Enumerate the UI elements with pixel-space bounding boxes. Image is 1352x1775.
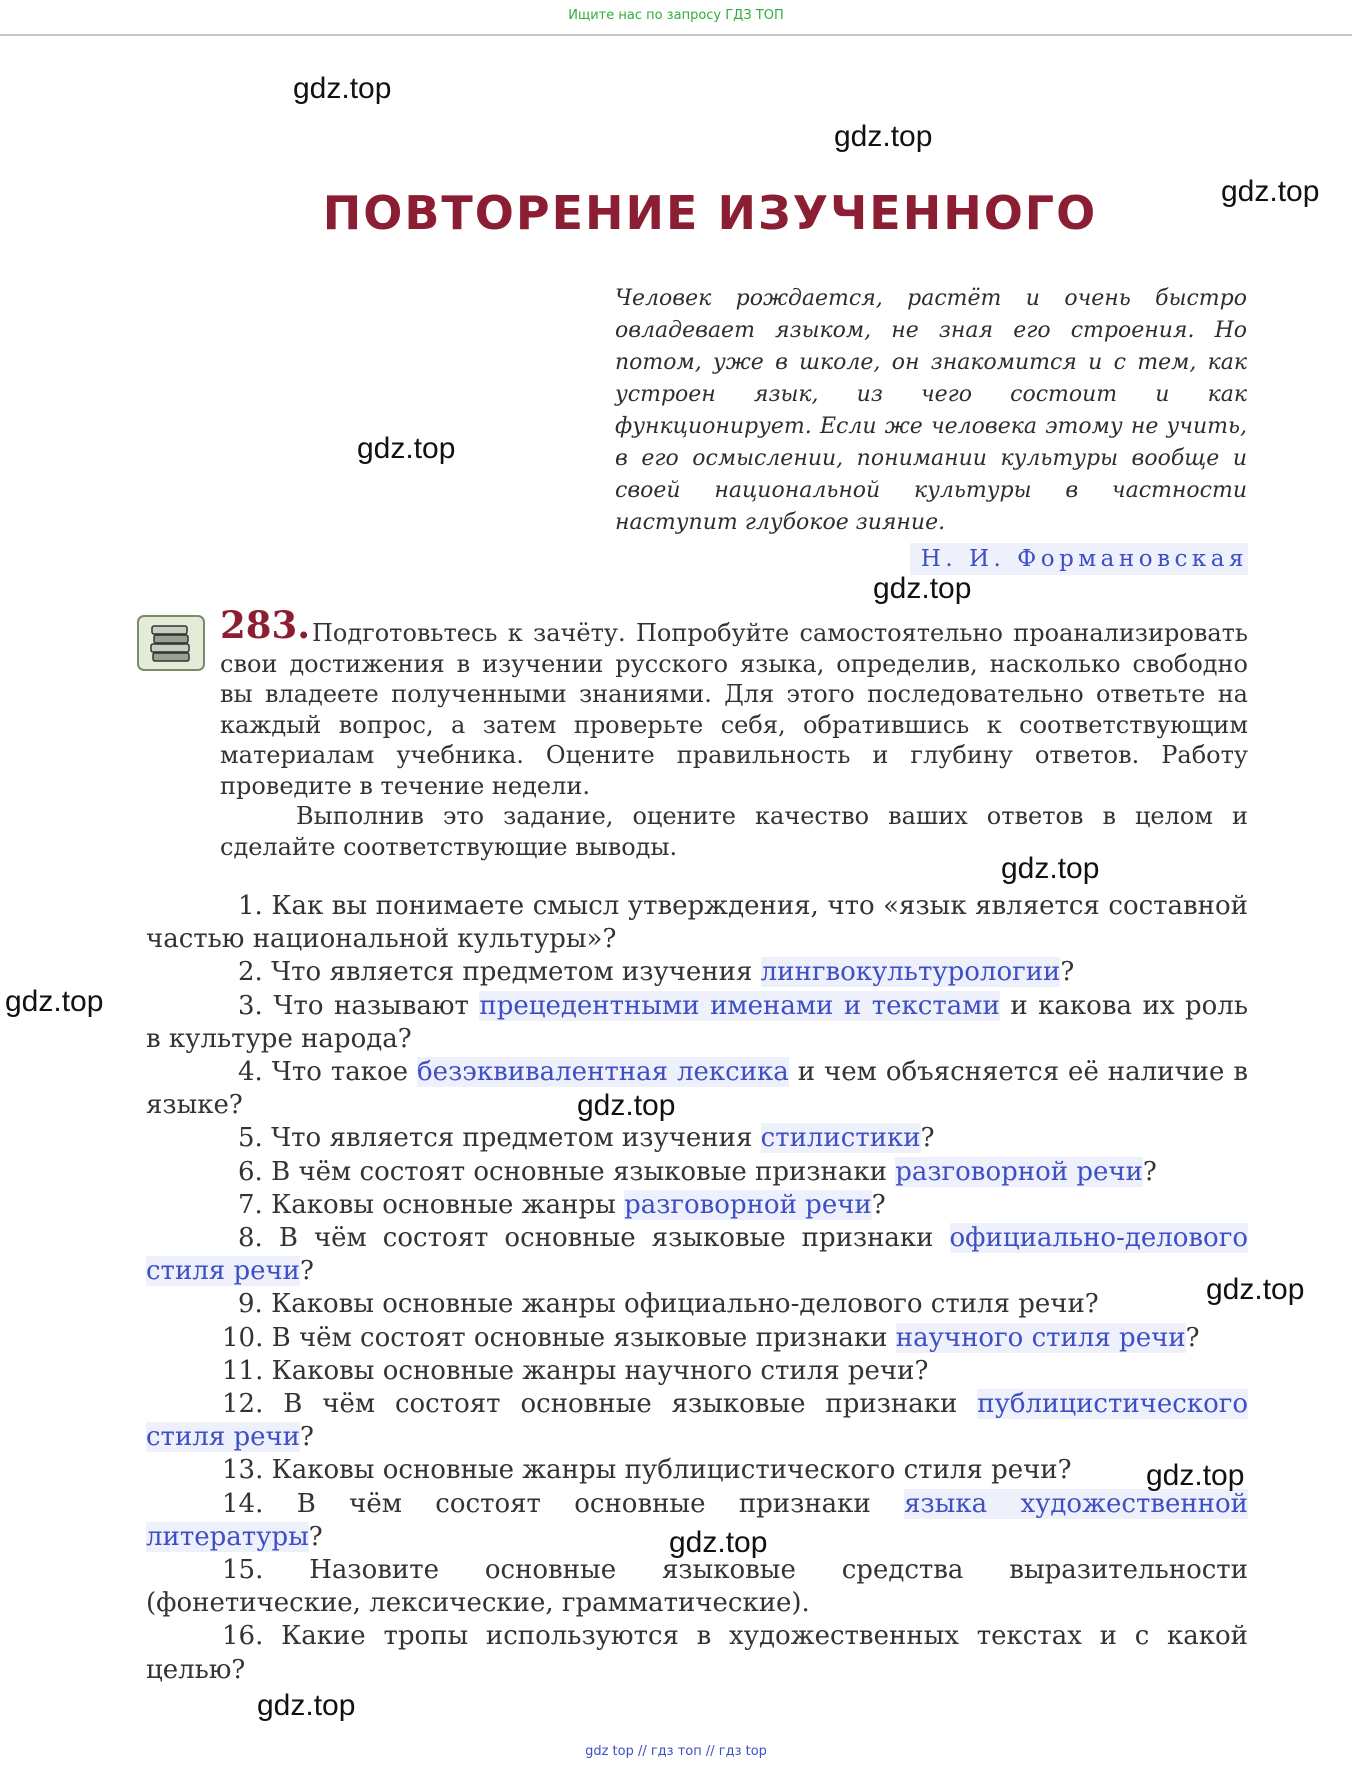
watermark: gdz.top — [669, 1526, 768, 1559]
question-text-end: ? — [1060, 957, 1075, 988]
question-text: 4. Что такое — [238, 1057, 418, 1088]
question-text: 3. Что называют — [238, 990, 480, 1021]
watermark: gdz.top — [1206, 1273, 1305, 1306]
question-text-end: ? — [300, 1256, 314, 1287]
task-number: 283. — [220, 603, 311, 647]
watermark: gdz.top — [1146, 1459, 1245, 1492]
watermark: gdz.top — [357, 432, 456, 465]
question-text: 15. Назовите основные языковые средства выразительности (фонетические, лексические, грамматические). — [146, 1555, 1248, 1619]
question-text-end: ? — [871, 1189, 886, 1220]
question-item — [146, 1554, 1248, 1620]
task-paragraph-1: Подготовьтесь к зачёту. Попробуйте самостоятельно проанализировать свои достижения в изучении русского языка, определив, насколько свободно вы владеете полученными знаниями. Для этого последовательно ответьте на каждый вопрос, а затем проверьте себя, обратившись к соответствующим материалам учебника. Оцените правильность и глубину ответов. Работу проведите в течение недели. — [220, 619, 1248, 800]
question-term-link[interactable]: безэквивалентная лексика — [417, 1057, 789, 1088]
top-banner — [0, 0, 1352, 36]
question-text: 5. Что является предметом изучения — [238, 1123, 761, 1154]
epigraph-author: Н. И. Формановская — [910, 543, 1248, 575]
question-text: 2. Что является предметом изучения — [238, 957, 761, 988]
question-item — [146, 1122, 1248, 1155]
question-term-link[interactable]: научного стиля речи — [895, 1322, 1186, 1353]
question-item — [146, 1355, 1248, 1388]
question-text: 6. В чём состоят основные языковые признаки — [238, 1156, 896, 1187]
question-text: 7. Каковы основные жанры — [238, 1189, 625, 1220]
question-item — [146, 1156, 1248, 1189]
question-text: 12. В чём состоят основные языковые признаки — [222, 1389, 978, 1420]
watermark: gdz.top — [293, 72, 392, 105]
question-text-end: ? — [1142, 1156, 1157, 1187]
question-term-link[interactable]: лингвокультурологии — [760, 957, 1061, 988]
top-banner-text: Ищите нас по запросу ГДЗ ТОП — [568, 8, 784, 23]
question-text-end: ? — [308, 1521, 323, 1552]
footer-links: gdz top // гдз топ // гдз top — [585, 1744, 767, 1759]
question-text-end: ? — [920, 1123, 935, 1154]
question-text-end: ? — [300, 1422, 314, 1453]
question-item — [146, 1454, 1248, 1487]
question-item — [146, 990, 1248, 1056]
watermark: gdz.top — [577, 1089, 676, 1122]
question-item — [146, 1620, 1248, 1686]
question-term-link[interactable]: языка художественной литературы — [146, 1488, 1248, 1552]
watermark: gdz.top — [5, 985, 104, 1018]
question-term-link[interactable]: разговорной речи — [624, 1189, 872, 1220]
section-title: ПОВТОРЕНИЕ ИЗУЧЕННОГО — [322, 186, 1098, 240]
books-icon — [137, 615, 205, 671]
question-term-link[interactable]: публицистического стиля речи — [146, 1389, 1248, 1453]
question-item — [146, 1222, 1248, 1288]
question-item — [146, 1288, 1248, 1321]
task-body — [220, 618, 1248, 862]
question-text: 16. Какие тропы используются в художественных текстах и с какой целью? — [146, 1621, 1248, 1685]
question-term-link[interactable]: официально-делового стиля речи — [146, 1223, 1248, 1287]
watermark: gdz.top — [1221, 175, 1320, 208]
question-term-link[interactable]: разговорной речи — [895, 1156, 1143, 1187]
question-text: 11. Каковы основные жанры научного стиля речи? — [222, 1355, 929, 1386]
question-item — [146, 956, 1248, 989]
question-text: 10. В чём состоят основные языковые признаки — [222, 1322, 896, 1353]
question-text-end: и какова их роль в культуре народа? — [146, 990, 1248, 1054]
epigraph-text: Человек рождается, растёт и очень быстро овладевает языком, не зная его строения. Но потом, уже в школе, он знакомится и с тем, как устроен язык, из чего состоит и как функционирует. Если же человека этому не учить, в его осмыслении, понимании культуры вообще и своей национальной культуры в частности наступит глубокое зияние. — [615, 286, 1247, 535]
question-item — [146, 890, 1248, 956]
watermark: gdz.top — [1001, 852, 1100, 885]
question-text: 13. Каковы основные жанры публицистического стиля речи? — [222, 1455, 1072, 1486]
question-item — [146, 1056, 1248, 1122]
question-text: 9. Каковы основные жанры официально-делового стиля речи? — [238, 1289, 1099, 1320]
watermark: gdz.top — [257, 1689, 356, 1722]
question-text: 14. В чём состоят основные признаки — [222, 1488, 905, 1519]
task-paragraph-2: Выполнив это задание, оцените качество ваших ответов в целом и сделайте соответствующие выводы. — [220, 802, 1248, 861]
question-text: 1. Как вы понимаете смысл утверждения, что «язык является составной частью национальной культуры»? — [146, 891, 1248, 955]
watermark: gdz.top — [834, 120, 933, 153]
question-text-end: и чем объясняется её наличие в языке? — [146, 1057, 1248, 1121]
question-item — [146, 1189, 1248, 1222]
question-text-end: ? — [1185, 1322, 1200, 1353]
question-list — [146, 890, 1248, 1687]
question-term-link[interactable]: прецедентными именами и текстами — [479, 990, 1000, 1021]
question-item — [146, 1322, 1248, 1355]
watermark: gdz.top — [873, 572, 972, 605]
question-item — [146, 1388, 1248, 1454]
question-text: 8. В чём состоят основные языковые признаки — [238, 1223, 950, 1254]
question-term-link[interactable]: стилистики — [760, 1123, 921, 1154]
